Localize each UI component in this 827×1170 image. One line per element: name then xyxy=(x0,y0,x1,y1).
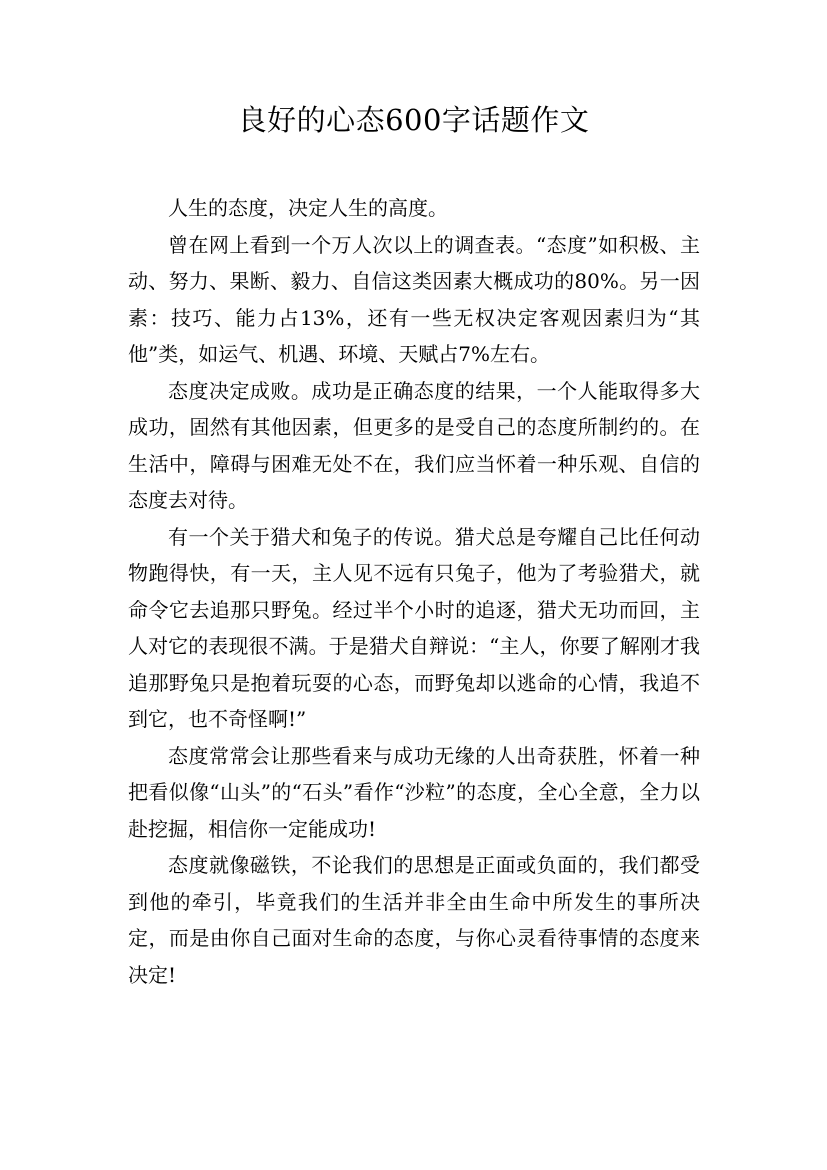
paragraph: 态度就像磁铁，不论我们的思想是正面或负面的，我们都受到他的牵引，毕竟我们的生活并非全由生命中所发生的事所决定，而是由你自己面对生命的态度，与你心灵看待事情的态度来决定! xyxy=(128,853,700,987)
paragraph: 曾在网上看到一个万人次以上的调查表。“态度”如积极、主动、努力、果断、毅力、自信这类因素大概成功的80%。另一因素：技巧、能力占13%，还有一些无权决定客观因素归为“其他”类，如运气、机遇、环境、天赋占7%左右。 xyxy=(128,232,700,366)
paragraph: 有一个关于猎犬和兔子的传说。猎犬总是夸耀自己比任何动物跑得快，有一天，主人见不远有只兔子，他为了考验猎犬，就命令它去追那只野兔。经过半个小时的追逐，猎犬无功而回，主人对它的表现很不满。于是猎犬自辩说：“主人，你要了解刚才我追那野兔只是抱着玩耍的心态，而野兔却以逃命的心情，我追不到它，也不奇怪啊!” xyxy=(128,524,700,731)
paragraph: 人生的态度，决定人生的高度。 xyxy=(168,196,448,220)
document-body xyxy=(128,190,700,993)
document-title: 良好的心态600字话题作文 xyxy=(237,103,590,137)
paragraph: 态度决定成败。成功是正确态度的结果，一个人能取得多大成功，固然有其他因素，但更多的是受自己的态度所制约的。在生活中，障碍与困难无处不在，我们应当怀着一种乐观、自信的态度去对待。 xyxy=(128,378,700,512)
paragraph: 态度常常会让那些看来与成功无缘的人出奇获胜，怀着一种把看似像“山头”的“石头”看作“沙粒”的态度，全心全意，全力以赴挖掘，相信你一定能成功! xyxy=(128,743,700,841)
